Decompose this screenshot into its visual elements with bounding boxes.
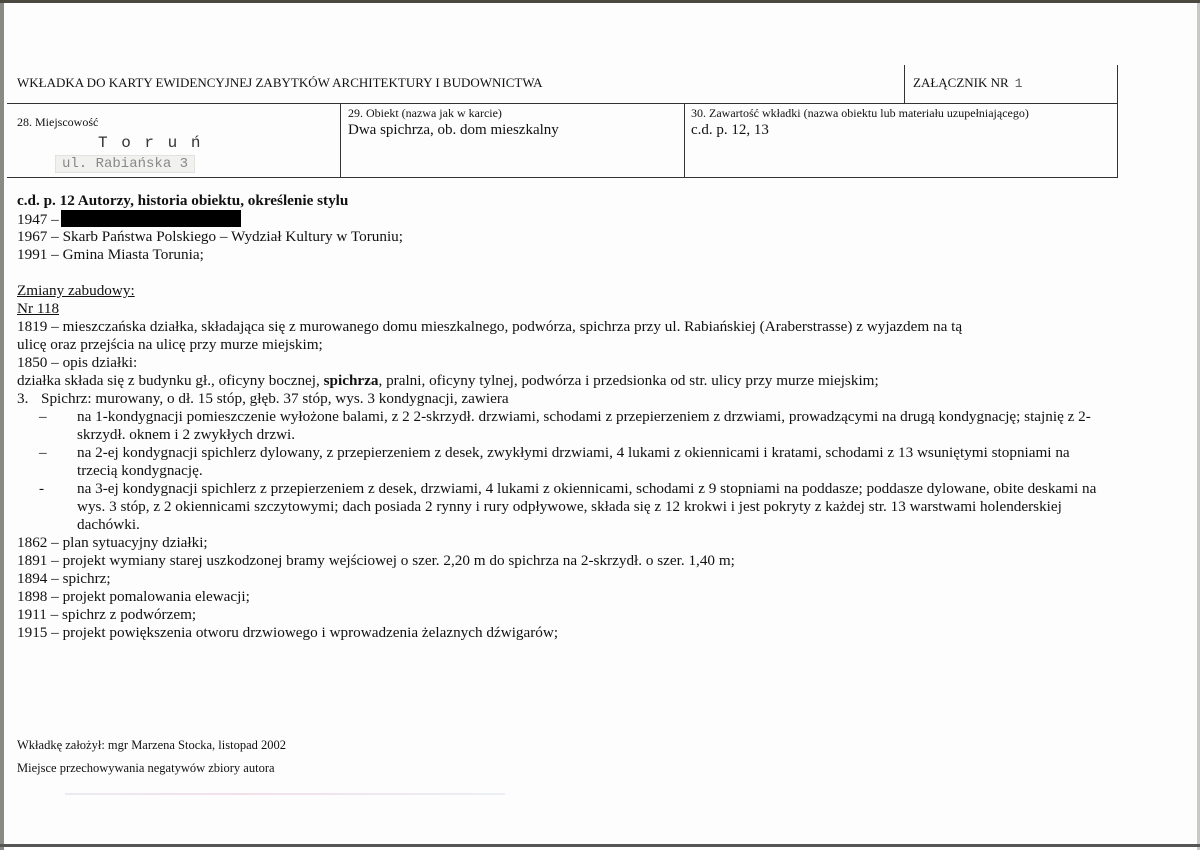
object-value: Dwa spichrza, ob. dom mieszkalny xyxy=(348,122,559,138)
ownership-year: 1947 – xyxy=(17,211,59,228)
attachment-number-value: 1 xyxy=(1014,76,1023,91)
table-divider xyxy=(1117,65,1118,177)
locality-street: ul. Rabiańska 3 xyxy=(55,155,195,173)
lot-number: Nr 118 xyxy=(17,300,60,317)
table-divider xyxy=(7,177,1118,178)
entry-1819: 1819 – mieszczańska działka, składająca się z murowanego domu mieszkalnego, podwórza, spichrza przy ul. Rabiańskiej (Araberstrasse) z wyjazdem na tą xyxy=(17,318,963,335)
history-entry: 1894 – spichrz; xyxy=(17,570,111,587)
created-by: Wkładkę założył: mgr Marzena Stocka, listopad 2002 xyxy=(17,738,287,752)
ownership-year: 1991 – xyxy=(17,246,59,263)
document-body xyxy=(17,192,1107,642)
history-entry: 1898 – projekt pomalowania elewacji; xyxy=(17,588,250,605)
table-divider xyxy=(7,103,1118,104)
changes-heading: Zmiany zabudowy: xyxy=(17,282,135,299)
bullet-item xyxy=(17,444,1107,480)
granary-item xyxy=(17,390,1107,408)
dash-marker: – xyxy=(39,444,47,461)
bullet-text: na 2-ej kondygnacji spichlerz dylowany, z przepierzeniem z desek, zwykłymi drzwiami, 4 lukami z okiennicami i kratami, schodami z 13 wsuniętymi stopniami na trzecią kondygnację. xyxy=(77,444,1070,479)
ownership-entry xyxy=(17,228,1107,246)
table-divider xyxy=(684,103,685,177)
history-entry: 1891 – projekt wymiany starej uszkodzonej bramy wejściowej o szer. 2,20 m do spichrza na 2-skrzydł. o szer. 1,40 m; xyxy=(17,552,735,569)
object-label: 29. Obiekt (nazwa jak w karcie) xyxy=(348,106,502,120)
table-divider xyxy=(340,103,341,177)
granary-item-number: 3. xyxy=(17,390,29,407)
lot-description-bold: spichrza xyxy=(323,372,379,389)
dash-marker: – xyxy=(39,408,47,425)
redaction-block xyxy=(61,210,241,227)
lot-description xyxy=(17,372,1107,390)
locality-label: 28. Miejscowość xyxy=(17,115,99,129)
attachment-label: ZAŁĄCZNIK NR xyxy=(913,75,1009,90)
lot-description-pre: działka składa się z budynku gł., oficyny bocznej, xyxy=(17,372,320,389)
form-title: WKŁADKA DO KARTY EWIDENCYJNEJ ZABYTKÓW ARCHITEKTURY I BUDOWNICTWA xyxy=(17,75,543,90)
contents-label: 30. Zawartość wkładki (nazwa obiektu lub materiału uzupełniającego) xyxy=(691,106,1029,120)
entry-1850: 1850 – opis działki: xyxy=(17,354,138,371)
bullet-text: na 3-ej kondygnacji spichlerz z przepierzeniem z desek, drzwiami, 4 lukami z okiennicami, schodami z 9 stopniami na poddasze; poddasze dylowane, obite deskami na wys. 3 stóp, z 2 okiennicami szczytowymi; dach posiada 2 rynny i rury odpływowe, składa się z 12 krokwi i jest pokryty z każdej str. 13 warstwami holenderskiej dachówki. xyxy=(77,480,1097,533)
granary-item-text: Spichrz: murowany, o dł. 15 stóp, głęb. 37 stóp, wys. 3 kondygnacji, zawiera xyxy=(41,390,509,407)
bullet-item xyxy=(17,480,1107,534)
ownership-text: Skarb Państwa Polskiego – Wydział Kultury w Toruniu; xyxy=(62,228,403,245)
locality-city: T o r u ń xyxy=(98,134,203,152)
ownership-entry xyxy=(17,210,1107,228)
negatives-location: Miejsce przechowywania negatywów zbiory autora xyxy=(17,761,275,775)
attachment-number xyxy=(913,75,1023,91)
history-entry: 1911 – spichrz z podwórzem; xyxy=(17,606,197,623)
scan-artifact-line xyxy=(65,793,505,795)
entry-1819-cont: ulicę oraz przejścia na ulicę przy murze miejskim; xyxy=(17,336,323,353)
contents-value: c.d. p. 12, 13 xyxy=(691,122,769,138)
bullet-text: na 1-kondygnacji pomieszczenie wyłożone balami, z 2 2-skrzydł. drzwiami, schodami z przepierzeniem z drzwiami, prowadzącymi na drugą kondygnację; stajnię z 2-skrzydł. oknem i 2 zwykłych drzwi. xyxy=(77,408,1091,443)
bullet-item xyxy=(17,408,1107,444)
section-title: c.d. p. 12 Autorzy, historia obiektu, określenie stylu xyxy=(17,192,349,209)
ownership-text: Gmina Miasta Torunia; xyxy=(62,246,204,263)
history-entry: 1862 – plan sytuacyjny działki; xyxy=(17,534,208,551)
scan-left-edge xyxy=(0,3,4,850)
ownership-entry xyxy=(17,246,1107,264)
lot-description-post: , pralni, oficyny tylnej, podwórza i przedsionka od str. ulicy przy murze miejskim; xyxy=(378,372,879,389)
dash-marker: - xyxy=(39,480,45,497)
history-entry: 1915 – projekt powiększenia otworu drzwiowego i wprowadzenia żelaznych dźwigarów; xyxy=(17,624,559,641)
ownership-year: 1967 – xyxy=(17,228,59,245)
